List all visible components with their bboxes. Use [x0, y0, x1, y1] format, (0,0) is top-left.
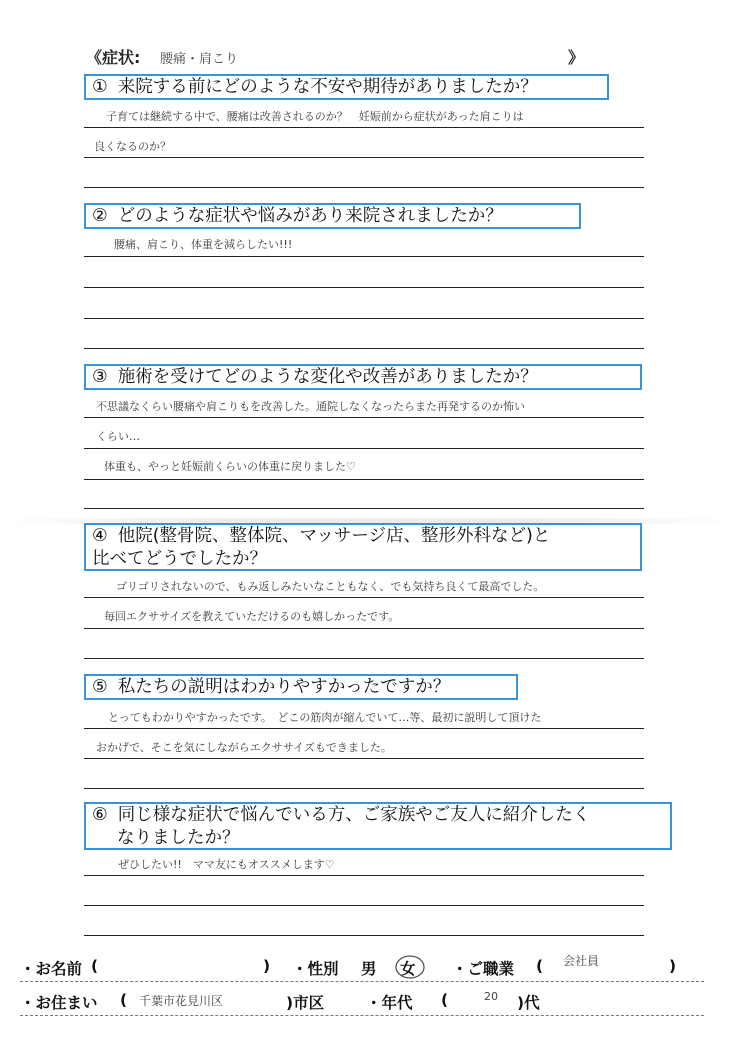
question-6-text-line-2: なりましたか？ [117, 828, 240, 848]
question-6-number: ⑥ [92, 805, 108, 825]
question-5-box [84, 674, 518, 700]
answer-6-line-1: ぜひしたい!! ママ友にもオススメします♡ [118, 858, 335, 871]
answer-3-line-2: くらい… [96, 430, 140, 443]
answer-rule [84, 318, 644, 319]
answer-rule [84, 628, 644, 629]
answer-rule [84, 788, 644, 789]
question-1-text: 来院する前にどのような不安や期待がありましたか？ [117, 77, 538, 97]
answer-4-line-2: 毎回エクササイズを教えていただけるのも嬉しかったです。 [104, 610, 400, 623]
job-open-paren: ( [536, 957, 544, 975]
footer-divider [20, 1015, 704, 1016]
symptom-header [86, 45, 238, 68]
question-3-number: ③ [92, 367, 108, 387]
answer-rule [84, 287, 644, 288]
job-label: ・ご職業 [452, 960, 515, 978]
answer-rule [84, 127, 644, 128]
answer-rule [84, 935, 644, 936]
answer-rule [84, 758, 644, 759]
age-close: )代 [517, 994, 540, 1012]
address-value: 千葉市花見川区 [139, 994, 224, 1008]
question-4-number: ④ [92, 526, 108, 546]
address-close: )市区 [286, 994, 325, 1012]
answer-4-line-1: ゴリゴリされないので、もみ返しみたいなこともなく、でも気持ち良くて最高でした。 [116, 580, 545, 593]
answer-rule [84, 508, 644, 509]
question-3-text: 施術を受けてどのような変化や改善がありましたか？ [117, 367, 538, 387]
answer-rule [84, 417, 644, 418]
answer-rule [84, 157, 644, 158]
gender-male: 男 [361, 960, 377, 978]
question-2-box [84, 203, 581, 229]
answer-5-line-2: おかげで、そこを気にしながらエクササイズもできました。 [96, 741, 392, 754]
address-open-paren: ( [120, 991, 128, 1009]
answer-rule [84, 597, 644, 598]
question-6-text: 同じ様な症状で悩んでいる方、ご家族やご友人に紹介したく [117, 805, 591, 825]
answer-3-line-3: 体重も、やっと妊娠前くらいの体重に戻りました♡ [104, 460, 356, 473]
answer-rule [84, 187, 644, 188]
question-4-text-line-2: 比べてどうでしたか？ [92, 549, 267, 569]
question-5-text: 私たちの説明はわかりやすかったですか？ [117, 677, 451, 697]
age-value: 20 [484, 990, 498, 1003]
answer-rule [84, 658, 644, 659]
answer-1-line-2: 良くなるのか？ [94, 140, 171, 153]
job-close-paren: ) [669, 957, 677, 975]
symptom-value: 腰痛・肩こり [159, 52, 238, 67]
answer-5-line-1: とってもわかりやすかったです。 どこの筋肉が縮んでいて…等、最初に説明して頂けた [108, 711, 542, 724]
question-4-text: 他院(整骨院、整体院、マッサージ店、整形外科など)と [117, 526, 551, 546]
name-close-paren: ) [263, 957, 271, 975]
symptom-header-close: 》 [568, 48, 585, 67]
answer-rule [84, 448, 644, 449]
question-2-text: どのような症状や悩みがあり来院されましたか？ [117, 206, 503, 226]
answer-3-line-1: 不思議なくらい腰痛や肩こりもを改善した。通院しなくなったらまた再発するのか怖い [96, 400, 525, 413]
question-2-number: ② [92, 206, 108, 226]
name-label: ・お名前 [20, 960, 83, 978]
name-open-paren: ( [91, 957, 99, 975]
question-3-box [84, 364, 642, 390]
question-1-box [84, 74, 609, 100]
answer-rule [84, 348, 644, 349]
question-1-number: ① [92, 77, 108, 97]
answer-rule [84, 479, 644, 480]
gender-female: 女 [400, 960, 416, 978]
question-5-number: ⑤ [92, 677, 108, 697]
answer-rule [84, 256, 644, 257]
gender-label: ・性別 [292, 960, 339, 978]
answer-rule [84, 875, 644, 876]
female-circle-mark [393, 952, 427, 982]
question-6-box [84, 802, 672, 850]
age-open-paren: ( [441, 991, 449, 1009]
answer-rule [84, 728, 644, 729]
footer-divider [20, 981, 704, 982]
answer-2-line-1: 腰痛、肩こり、体重を減らしたい!!! [114, 238, 293, 251]
question-4-box [84, 523, 642, 571]
answer-1-line-1: 子育ては継続する中で、腰痛は改善されるのか？ 妊娠前から症状があった肩こりは [106, 110, 524, 123]
symptom-header-open: 《症状: [86, 48, 141, 67]
answer-rule [84, 905, 644, 906]
job-value: 会社員 [563, 954, 600, 968]
age-label: ・年代 [366, 994, 413, 1012]
address-label: ・お住まい [20, 994, 98, 1012]
